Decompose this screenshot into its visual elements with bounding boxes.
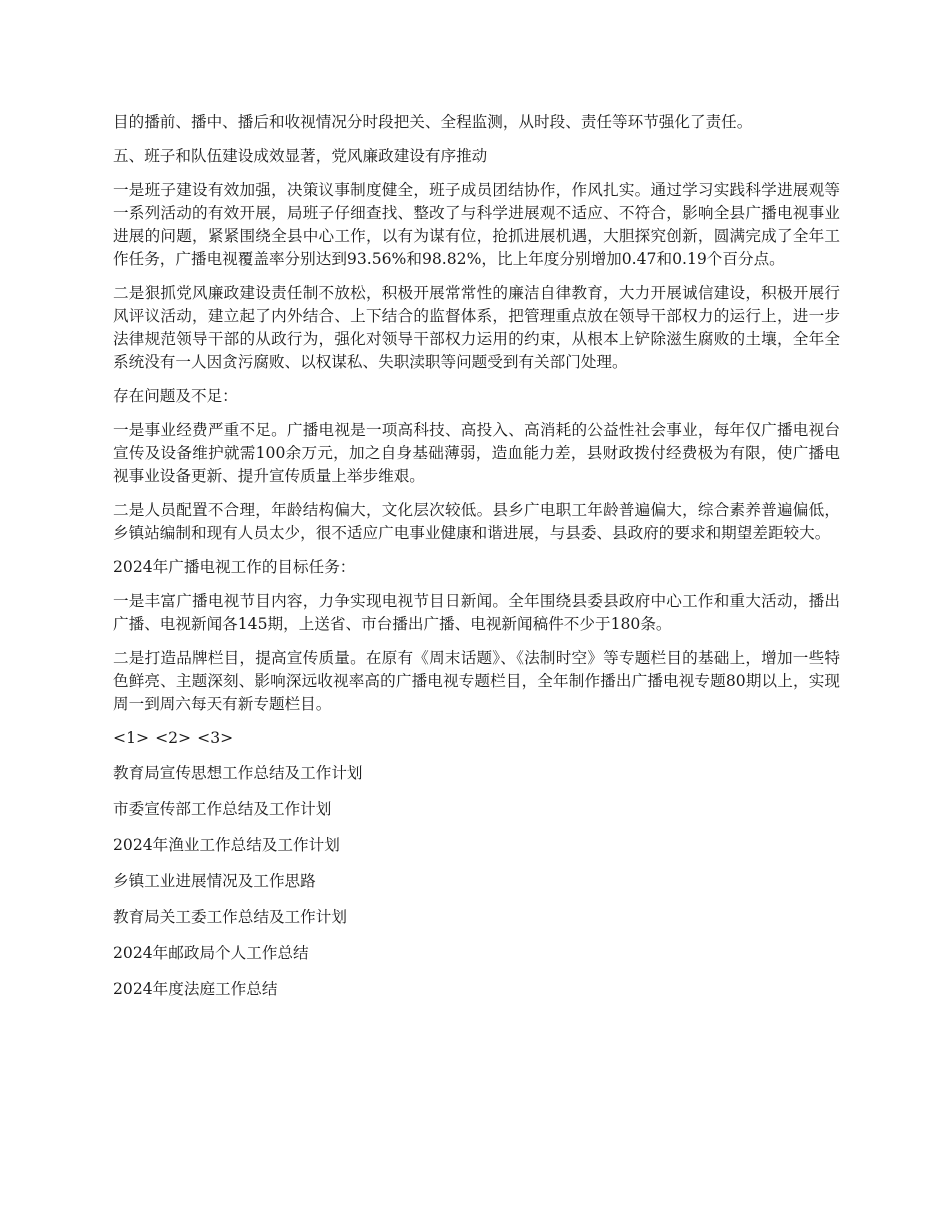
related-link[interactable]: 教育局宣传思想工作总结及工作计划 bbox=[113, 764, 363, 782]
paragraph-leadership: 一是班子建设有效加强，决策议事制度健全，班子成员团结协作，作风扎实。通过学习实践科学进展观等一系列活动的有效开展，局班子仔细查找、整改了与科学进展观不适应、不符合，影响全县广播电视事业进展的问题，紧紧围绕全县中心工作，以有为谋有位，抢抓进展机遇，大胆探究创新，圆满完成了全年工作任务，广播电视覆盖率分别达到93.56%和98.82%，比上年度分别增加0.47和0.19个百分点。 bbox=[113, 181, 840, 268]
paragraph-funding-shortage: 一是事业经费严重不足。广播电视是一项高科技、高投入、高消耗的公益性社会事业，每年仅广播电视台宣传及设备维护就需100余万元，加之自身基础薄弱，造血能力差，县财政拨付经费极为有限，使广播电视事业设备更新、提升宣传质量上举步维艰。 bbox=[113, 421, 840, 485]
paragraph-brand-columns: 二是打造品牌栏目，提高宣传质量。在原有《周末话题》、《法制时空》等专题栏目的基础上，增加一些特色鲜亮、主题深刻、影响深远收视率高的广播电视专题栏目，全年制作播出广播电视专题80期以上，实现周一到周六每天有新专题栏目。 bbox=[113, 649, 840, 713]
pagination bbox=[113, 727, 840, 750]
related-link[interactable]: 2024年邮政局个人工作总结 bbox=[113, 944, 309, 962]
paragraph-news-content: 一是丰富广播电视节目内容，力争实现电视节目日新闻。全年围绕县委县政府中心工作和重大活动，播出广播、电视新闻各145期，上送省、市台播出广播、电视新闻稿件不少于180条。 bbox=[113, 592, 840, 633]
page-link-2[interactable]: <2> bbox=[155, 729, 192, 747]
section-heading-targets: 2024年广播电视工作的目标任务： bbox=[113, 558, 356, 576]
related-links-list bbox=[113, 762, 840, 1001]
page-link-1[interactable]: <1> bbox=[113, 729, 150, 747]
related-link[interactable]: 2024年度法庭工作总结 bbox=[113, 980, 278, 998]
related-link[interactable]: 乡镇工业进展情况及工作思路 bbox=[113, 872, 316, 890]
section-heading-team-building: 五、班子和队伍建设成效显著，党风廉政建设有序推动 bbox=[113, 147, 488, 165]
paragraph-staffing: 二是人员配置不合理，年龄结构偏大，文化层次较低。县乡广电职工年龄普遍偏大，综合素养普遍偏低，乡镇站编制和现有人员太少，很不适应广电事业健康和谐进展，与县委、县政府的要求和期望差距较大。 bbox=[113, 501, 840, 542]
page-link-3[interactable]: <3> bbox=[197, 729, 234, 747]
paragraph-continuation: 目的播前、播中、播后和收视情况分时段把关、全程监测，从时段、责任等环节强化了责任。 bbox=[113, 113, 753, 131]
paragraph-anti-corruption: 二是狠抓党风廉政建设责任制不放松，积极开展常常性的廉洁自律教育，大力开展诚信建设，积极开展行风评议活动，建立起了内外结合、上下结合的监督体系，把管理重点放在领导干部权力的运行上，进一步法律规范领导干部的从政行为，强化对领导干部权力运用的约束，从根本上铲除滋生腐败的土壤，全年全系统没有一人因贪污腐败、以权谋私、失职渎职等问题受到有关部门处理。 bbox=[113, 284, 840, 371]
document-body bbox=[113, 111, 840, 1014]
section-heading-problems: 存在问题及不足： bbox=[113, 387, 238, 405]
related-link[interactable]: 教育局关工委工作总结及工作计划 bbox=[113, 908, 347, 926]
related-link[interactable]: 市委宣传部工作总结及工作计划 bbox=[113, 800, 332, 818]
related-link[interactable]: 2024年渔业工作总结及工作计划 bbox=[113, 836, 340, 854]
